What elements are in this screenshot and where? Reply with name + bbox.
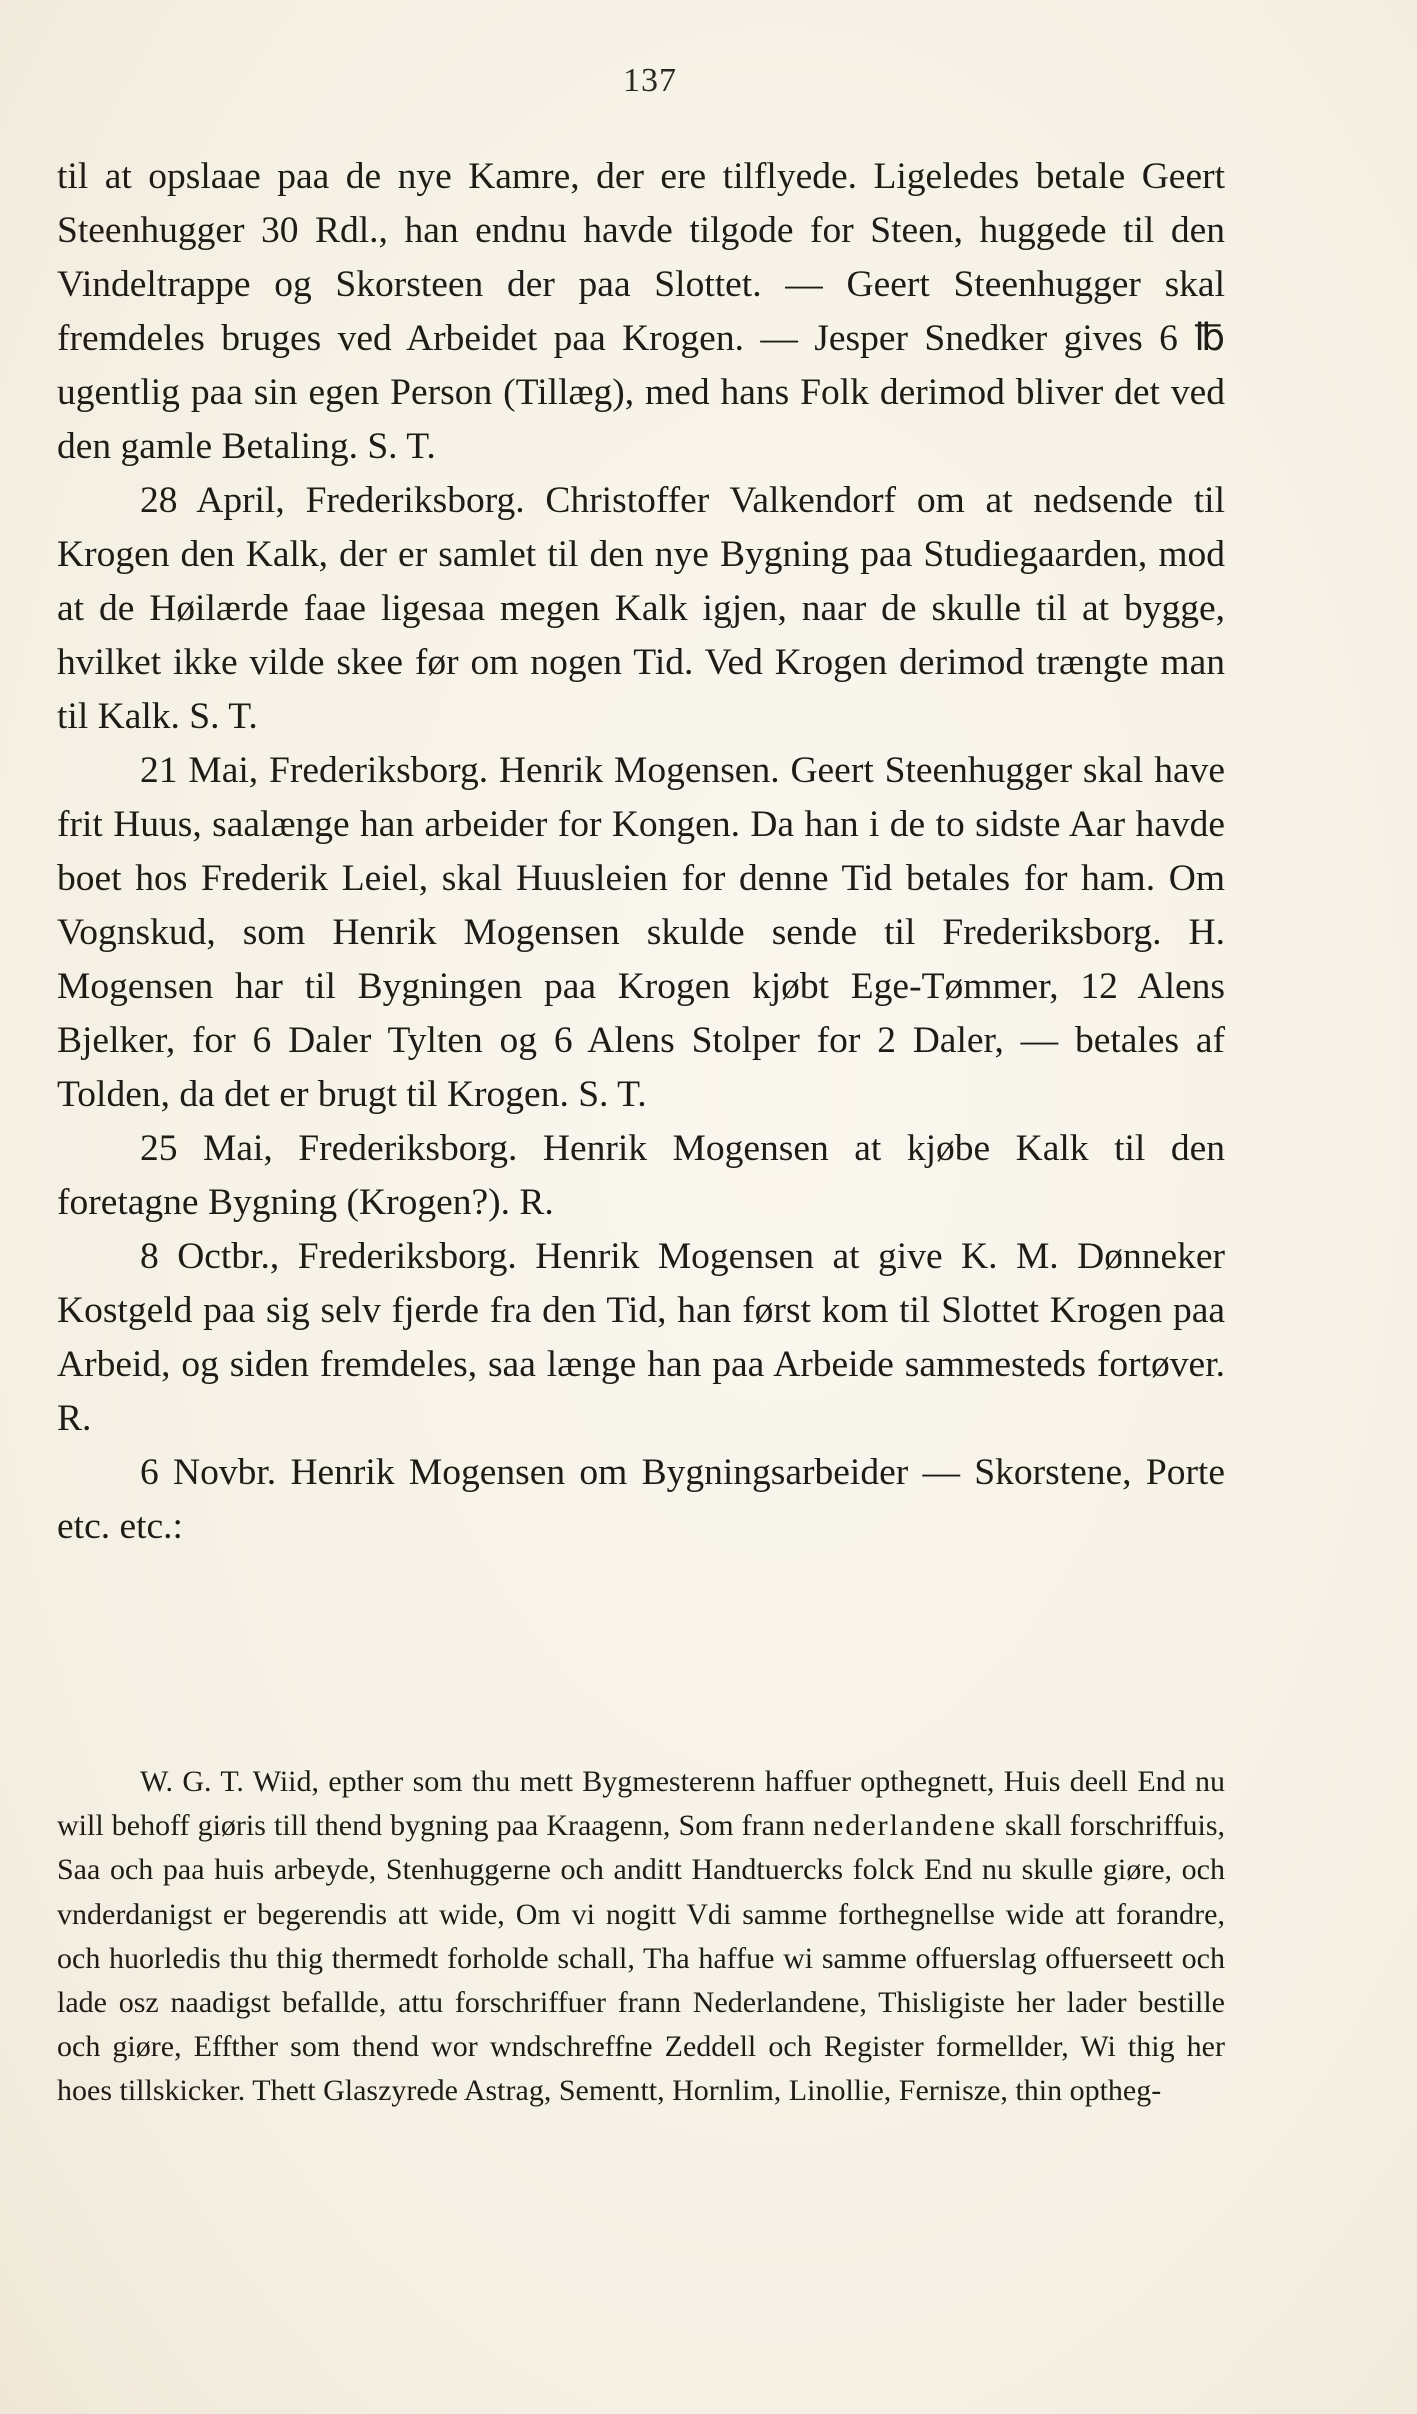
paragraph-6-novbr: 6 Novbr. Henrik Mogensen om Bygningsarbeider — Skorstene, Porte etc. etc.:	[57, 1452, 1225, 1547]
page-number: 137	[623, 62, 677, 99]
paragraph-28-april: 28 April, Frederiksborg. Christoffer Valkendorf om at nedsende til Krogen den Kalk, der er samlet til den nye Bygning paa Studiegaarden, mod at de Høilærde faae ligesaa megen Kalk igjen, naar de skulle til at bygge, hvilket ikke vilde skee før om nogen Tid. Ved Krogen derimod trængte man til Kalk. S. T.	[57, 480, 1225, 737]
paragraph-8-octbr: 8 Octbr., Frederiksborg. Henrik Mogensen at give K. M. Dønneker Kostgeld paa sig selv fjerde fra den Tid, han først kom til Slottet Krogen paa Arbeid, og siden fremdeles, saa længe han paa Arbeide sammesteds fortøver. R.	[57, 1236, 1225, 1439]
quote-text-after: skall forschriffuis, Saa och paa huis arbeyde, Stenhuggerne och anditt Handtuercks folck End nu skulle giøre, och vnderdanigst er begerendis att wide, Om vi nogitt Vdi samme forthegnellse wide att forandre, och huorledis thu thig thermedt forholde schall, Tha haffue wi samme offuerslag offuerseett och lade osz naadigst befallde, attu forschriffuer frann Nederlandene, Thisligiste her lader bestille och giøre, Effther som thend wor wndschreffne Zeddell och Register formellder, Wi thig her hoes tillskicker. Thett Glaszyrede Astrag, Sementt, Hornlim, Linollie, Fernisze, thin optheg-	[57, 1809, 1226, 2108]
quote-spaced-word: nederlandene	[813, 1809, 997, 1843]
paragraph-21-mai: 21 Mai, Frederiksborg. Henrik Mogensen. Geert Steenhugger skal have frit Huus, saalænge han arbeider for Kongen. Da han i de to sidste Aar havde boet hos Frederik Leiel, skal Huusleien for denne Tid betales for ham. Om Vognskud, som Henrik Mogensen skulde sende til Frederiksborg. H. Mogensen har til Bygningen paa Krogen kjøbt Ege-Tømmer, 12 Alens Bjelker, for 6 Daler Tylten og 6 Alens Stolper for 2 Daler, — betales af Tolden, da det er brugt til Krogen. S. T.	[57, 750, 1225, 1115]
quote-text-before: Wiid, epther som thu mett Bygmesterenn haffuer opthegnett, Huis deell End nu will behoff giøris till thend bygning paa Kraagenn, Som frann	[57, 1765, 1225, 1843]
quote-signature: W. G. T.	[140, 1765, 244, 1798]
paragraph-25-mai: 25 Mai, Frederiksborg. Henrik Mogensen at kjøbe Kalk til den foretagne Bygning (Krogen?). R.	[57, 1128, 1225, 1223]
body-text	[57, 150, 1225, 1554]
quoted-letter	[57, 1760, 1225, 2114]
paragraph-continuation: til at opslaae paa de nye Kamre, der ere tilflyede. Ligeledes betale Geert Steenhugger 30 Rdl., han endnu havde tilgode for Steen, huggede til den Vindeltrappe og Skorsteen der paa Slottet. — Geert Steenhugger skal fremdeles bruges ved Arbeidet paa Krogen. — Jesper Snedker gives 6 ℔ ugentlig paa sin egen Person (Tillæg), med hans Folk derimod bliver det ved den gamle Betaling. S. T.	[57, 156, 1225, 467]
